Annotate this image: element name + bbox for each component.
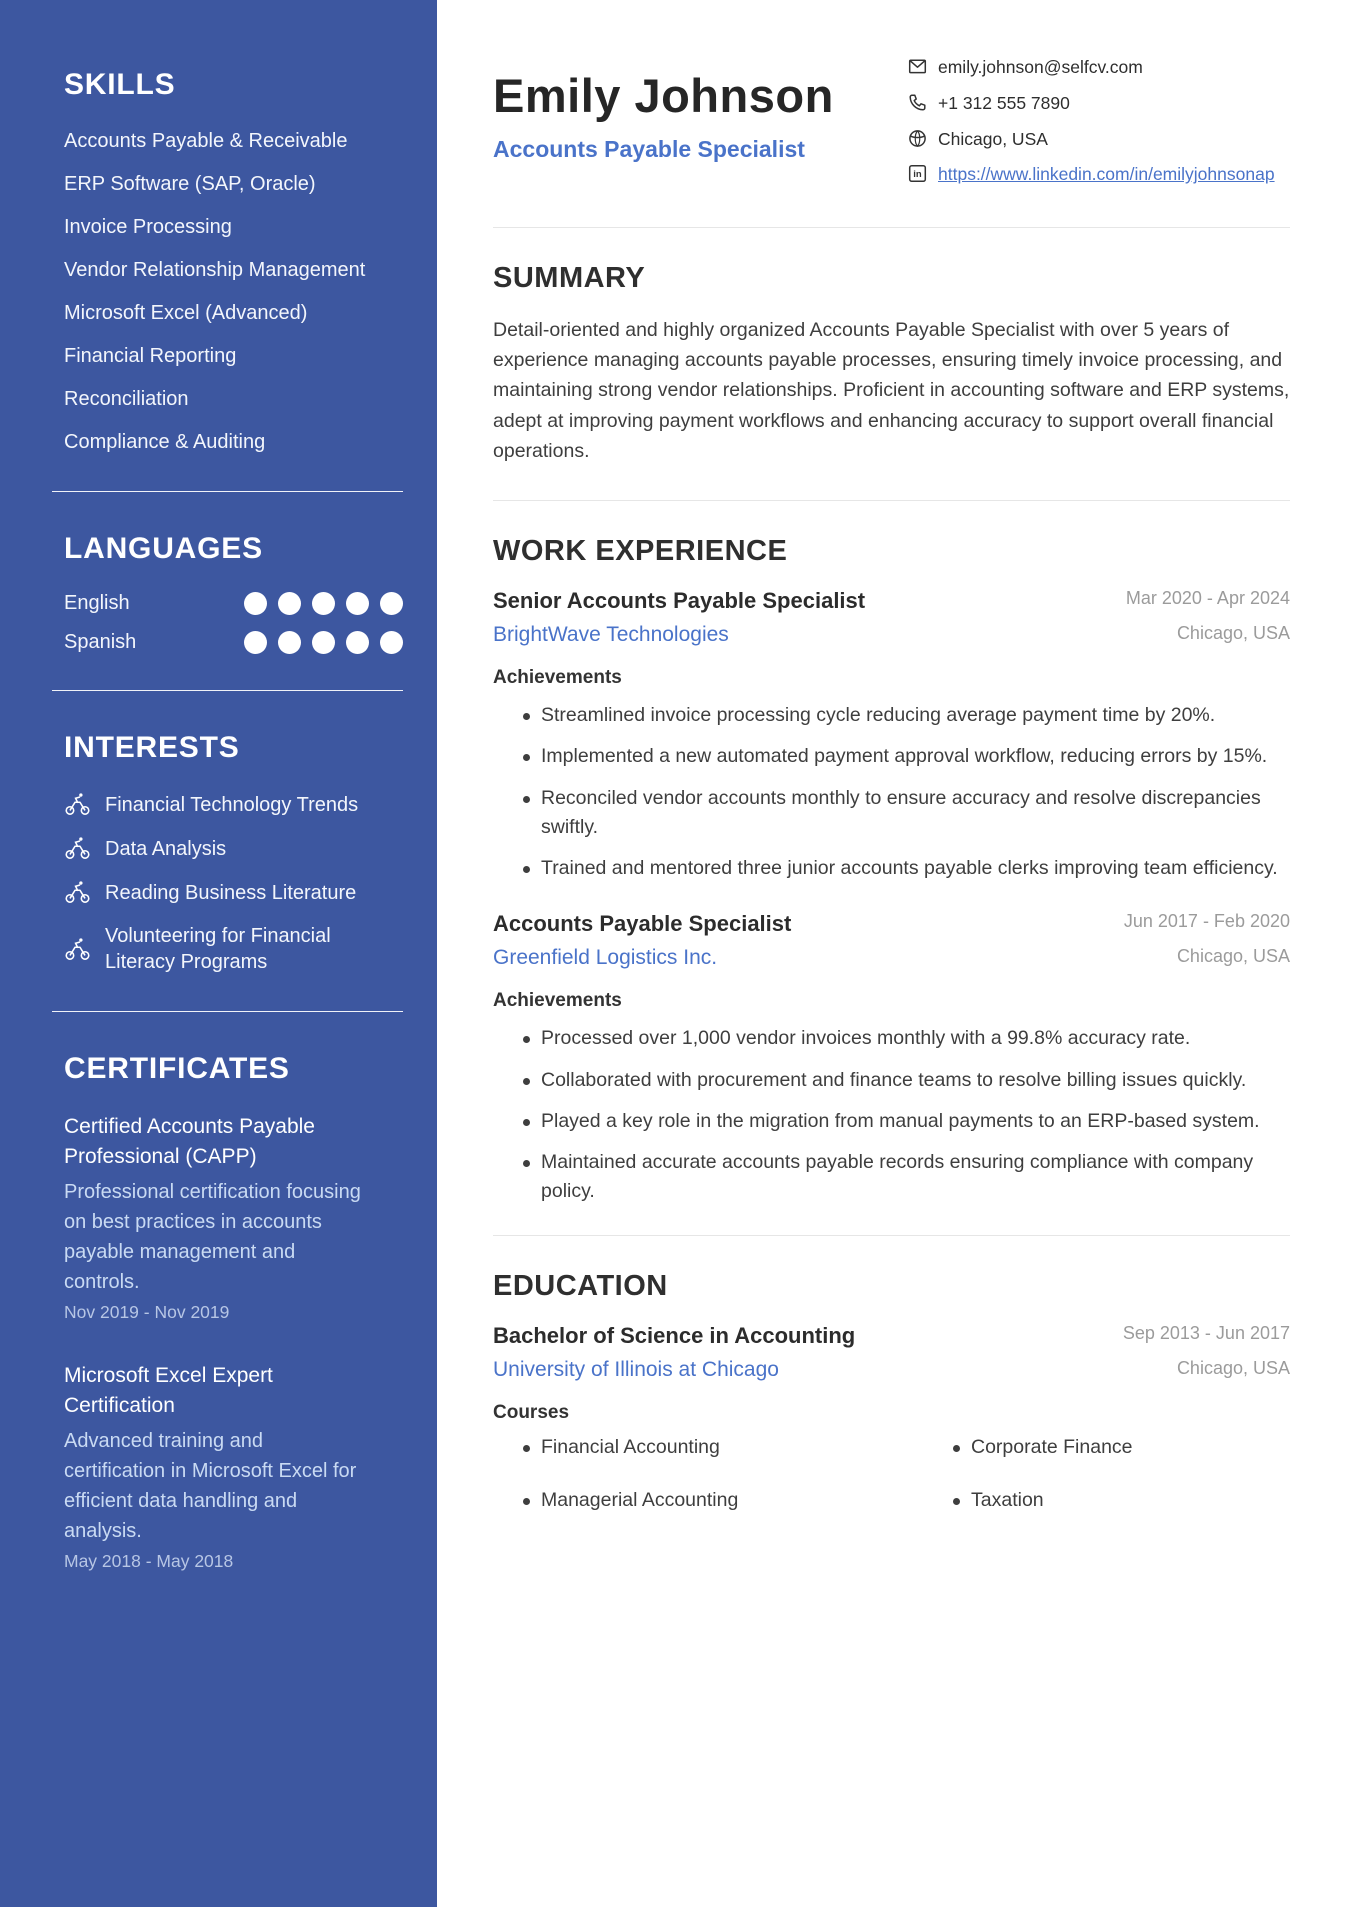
- education-header: [493, 1323, 1290, 1382]
- language-name: English: [64, 592, 130, 614]
- job-title: Accounts Payable Specialist: [493, 911, 792, 937]
- contact-phone-row: [908, 92, 1290, 115]
- certificates-heading: CERTIFICATES: [64, 1052, 290, 1085]
- bicycle-icon: [64, 791, 91, 818]
- skill-item: Accounts Payable & Receivable: [64, 130, 348, 152]
- interest-item: [64, 835, 403, 862]
- contact-linkedin-link[interactable]: https://www.linkedin.com/in/emilyjohnsonap: [938, 164, 1275, 185]
- job-dates: Mar 2020 - Apr 2024: [1125, 588, 1290, 609]
- contact-block: [908, 56, 1290, 199]
- bicycle-icon: [64, 835, 91, 862]
- job-title-block: [493, 911, 791, 970]
- language-row: [64, 592, 403, 615]
- education-location: Chicago, USA: [1176, 1357, 1290, 1378]
- language-level-dots: [244, 631, 403, 654]
- education-section: [493, 1270, 1290, 1512]
- achievements-list: [493, 1024, 1290, 1206]
- contact-location: Chicago, USA: [938, 128, 1048, 149]
- course-item: Managerial Accounting: [523, 1489, 953, 1512]
- name-block: [493, 50, 834, 199]
- skill-item: Reconciliation: [64, 388, 189, 410]
- bicycle-icon: [64, 879, 91, 906]
- skill-item: ERP Software (SAP, Oracle): [64, 173, 316, 195]
- person-name: Emily Johnson: [493, 69, 834, 122]
- level-dot: [312, 631, 335, 654]
- contact-location-row: [908, 128, 1290, 151]
- skill-item: Invoice Processing: [64, 216, 232, 238]
- section-divider: [493, 500, 1290, 501]
- course-item: Corporate Finance: [953, 1436, 1290, 1459]
- work-experience-section: [493, 535, 1290, 1207]
- job-location: Chicago, USA: [1176, 946, 1290, 967]
- interests-section: [64, 731, 403, 975]
- job-title-block: [493, 588, 865, 647]
- contact-email: emily.johnson@selfcv.com: [938, 57, 1143, 77]
- skill-item: Compliance & Auditing: [64, 431, 266, 453]
- summary-text: Detail-oriented and highly organized Accounts Payable Specialist with over 5 years of experience managing accounts payable processes, ensuring timely invoice processing, and maintaining strong vendor relationships. Proficient in accounting software and ERP systems, adept at improving payment workflows and enhancing accuracy to support overall financial operations.: [493, 319, 1290, 462]
- interest-item: [64, 791, 403, 818]
- level-dot: [244, 631, 267, 654]
- skill-item: Financial Reporting: [64, 345, 237, 367]
- section-divider: [493, 227, 1290, 228]
- interest-label: Reading Business Literature: [105, 881, 357, 904]
- contact-phone: +1 312 555 7890: [938, 92, 1070, 113]
- job-entry: [493, 588, 1290, 883]
- achievement-item: Streamlined invoice processing cycle reducing average payment time by 20%.: [523, 701, 1290, 730]
- achievements-label: Achievements: [493, 667, 622, 689]
- courses-list: [493, 1436, 1290, 1512]
- level-dot: [346, 631, 369, 654]
- phone-icon: [908, 93, 927, 112]
- sidebar-divider: [52, 491, 403, 492]
- job-company: Greenfield Logistics Inc.: [493, 946, 718, 970]
- certificate-dates: Nov 2019 - Nov 2019: [64, 1301, 230, 1322]
- summary-section: [493, 262, 1290, 466]
- summary-heading: SUMMARY: [493, 262, 646, 294]
- certificate-description: Advanced training and certification in Microsoft Excel for efficient data handling and analysis.: [64, 1429, 357, 1542]
- degree-title: Bachelor of Science in Accounting: [493, 1322, 856, 1348]
- sidebar-divider: [52, 1011, 403, 1012]
- svg-text:in: in: [913, 169, 922, 181]
- certificate-description: Professional certification focusing on best practices in accounts payable management and controls.: [64, 1180, 361, 1293]
- skills-section: [64, 68, 403, 455]
- level-dot: [312, 592, 335, 615]
- work-experience-heading: WORK EXPERIENCE: [493, 535, 788, 568]
- sidebar: [0, 0, 437, 1907]
- achievement-item: Collaborated with procurement and finance teams to resolve billing issues quickly.: [523, 1066, 1290, 1095]
- job-company: BrightWave Technologies: [493, 623, 729, 647]
- header: [493, 50, 1290, 199]
- sidebar-divider: [52, 690, 403, 691]
- course-item: Financial Accounting: [523, 1436, 953, 1459]
- education-heading: EDUCATION: [493, 1269, 668, 1302]
- skills-list: [64, 128, 403, 455]
- interests-heading: INTERESTS: [64, 731, 240, 764]
- job-meta: [1124, 911, 1290, 967]
- job-header: [493, 588, 1290, 647]
- certificate-dates: May 2018 - May 2018: [64, 1550, 234, 1571]
- main-content: [437, 0, 1350, 1907]
- interest-label: Financial Technology Trends: [105, 793, 359, 816]
- education-entry: [493, 1323, 1290, 1512]
- skill-item: Vendor Relationship Management: [64, 259, 366, 281]
- skills-heading: SKILLS: [64, 68, 176, 101]
- contact-email-row: [908, 56, 1290, 79]
- interest-label: Data Analysis: [105, 837, 227, 860]
- contact-linkedin-row: [908, 163, 1290, 186]
- linkedin-icon: [908, 164, 927, 183]
- certificate-item: [64, 1112, 403, 1323]
- course-item: Taxation: [953, 1489, 1290, 1512]
- education-dates: Sep 2013 - Jun 2017: [1122, 1322, 1290, 1343]
- level-dot: [278, 592, 301, 615]
- interest-label: Volunteering for Financial Literacy Programs: [105, 925, 331, 973]
- level-dot: [380, 631, 403, 654]
- achievement-item: Trained and mentored three junior accounts payable clerks improving team efficiency.: [523, 854, 1290, 883]
- achievements-label: Achievements: [493, 990, 622, 1012]
- job-title: Senior Accounts Payable Specialist: [493, 588, 866, 614]
- certificate-item: [64, 1361, 403, 1572]
- skill-item: Microsoft Excel (Advanced): [64, 302, 308, 324]
- language-level-dots: [244, 592, 403, 615]
- achievement-item: Reconciled vendor accounts monthly to ensure accuracy and resolve discrepancies swiftly.: [523, 784, 1290, 843]
- education-meta: [1123, 1323, 1290, 1379]
- interest-item: [64, 923, 403, 975]
- achievement-item: Played a key role in the migration from manual payments to an ERP-based system.: [523, 1107, 1290, 1136]
- job-location: Chicago, USA: [1176, 623, 1290, 644]
- bicycle-icon: [64, 936, 91, 963]
- job-header: [493, 911, 1290, 970]
- job-dates: Jun 2017 - Feb 2020: [1123, 911, 1290, 932]
- email-icon: [908, 57, 927, 76]
- job-entry: [493, 911, 1290, 1206]
- certificate-name: Microsoft Excel Expert Certification: [64, 1363, 273, 1418]
- level-dot: [278, 631, 301, 654]
- certificates-section: [64, 1052, 403, 1572]
- globe-icon: [908, 129, 927, 148]
- level-dot: [244, 592, 267, 615]
- section-divider: [493, 1235, 1290, 1236]
- certificate-name: Certified Accounts Payable Professional (CAPP): [64, 1115, 315, 1169]
- achievements-list: [493, 701, 1290, 883]
- interest-item: [64, 879, 403, 906]
- job-meta: [1126, 588, 1290, 644]
- school-name: University of Illinois at Chicago: [493, 1357, 779, 1381]
- person-job-title: Accounts Payable Specialist: [493, 136, 805, 162]
- language-name: Spanish: [64, 631, 137, 653]
- achievement-item: Maintained accurate accounts payable records ensuring compliance with company policy.: [523, 1148, 1290, 1207]
- achievement-item: Implemented a new automated payment approval workflow, reducing errors by 15%.: [523, 742, 1290, 771]
- degree-block: [493, 1323, 855, 1382]
- level-dot: [380, 592, 403, 615]
- level-dot: [346, 592, 369, 615]
- languages-heading: LANGUAGES: [64, 532, 263, 565]
- achievement-item: Processed over 1,000 vendor invoices monthly with a 99.8% accuracy rate.: [523, 1024, 1290, 1053]
- languages-section: [64, 532, 403, 654]
- courses-label: Courses: [493, 1401, 570, 1423]
- language-row: [64, 631, 403, 654]
